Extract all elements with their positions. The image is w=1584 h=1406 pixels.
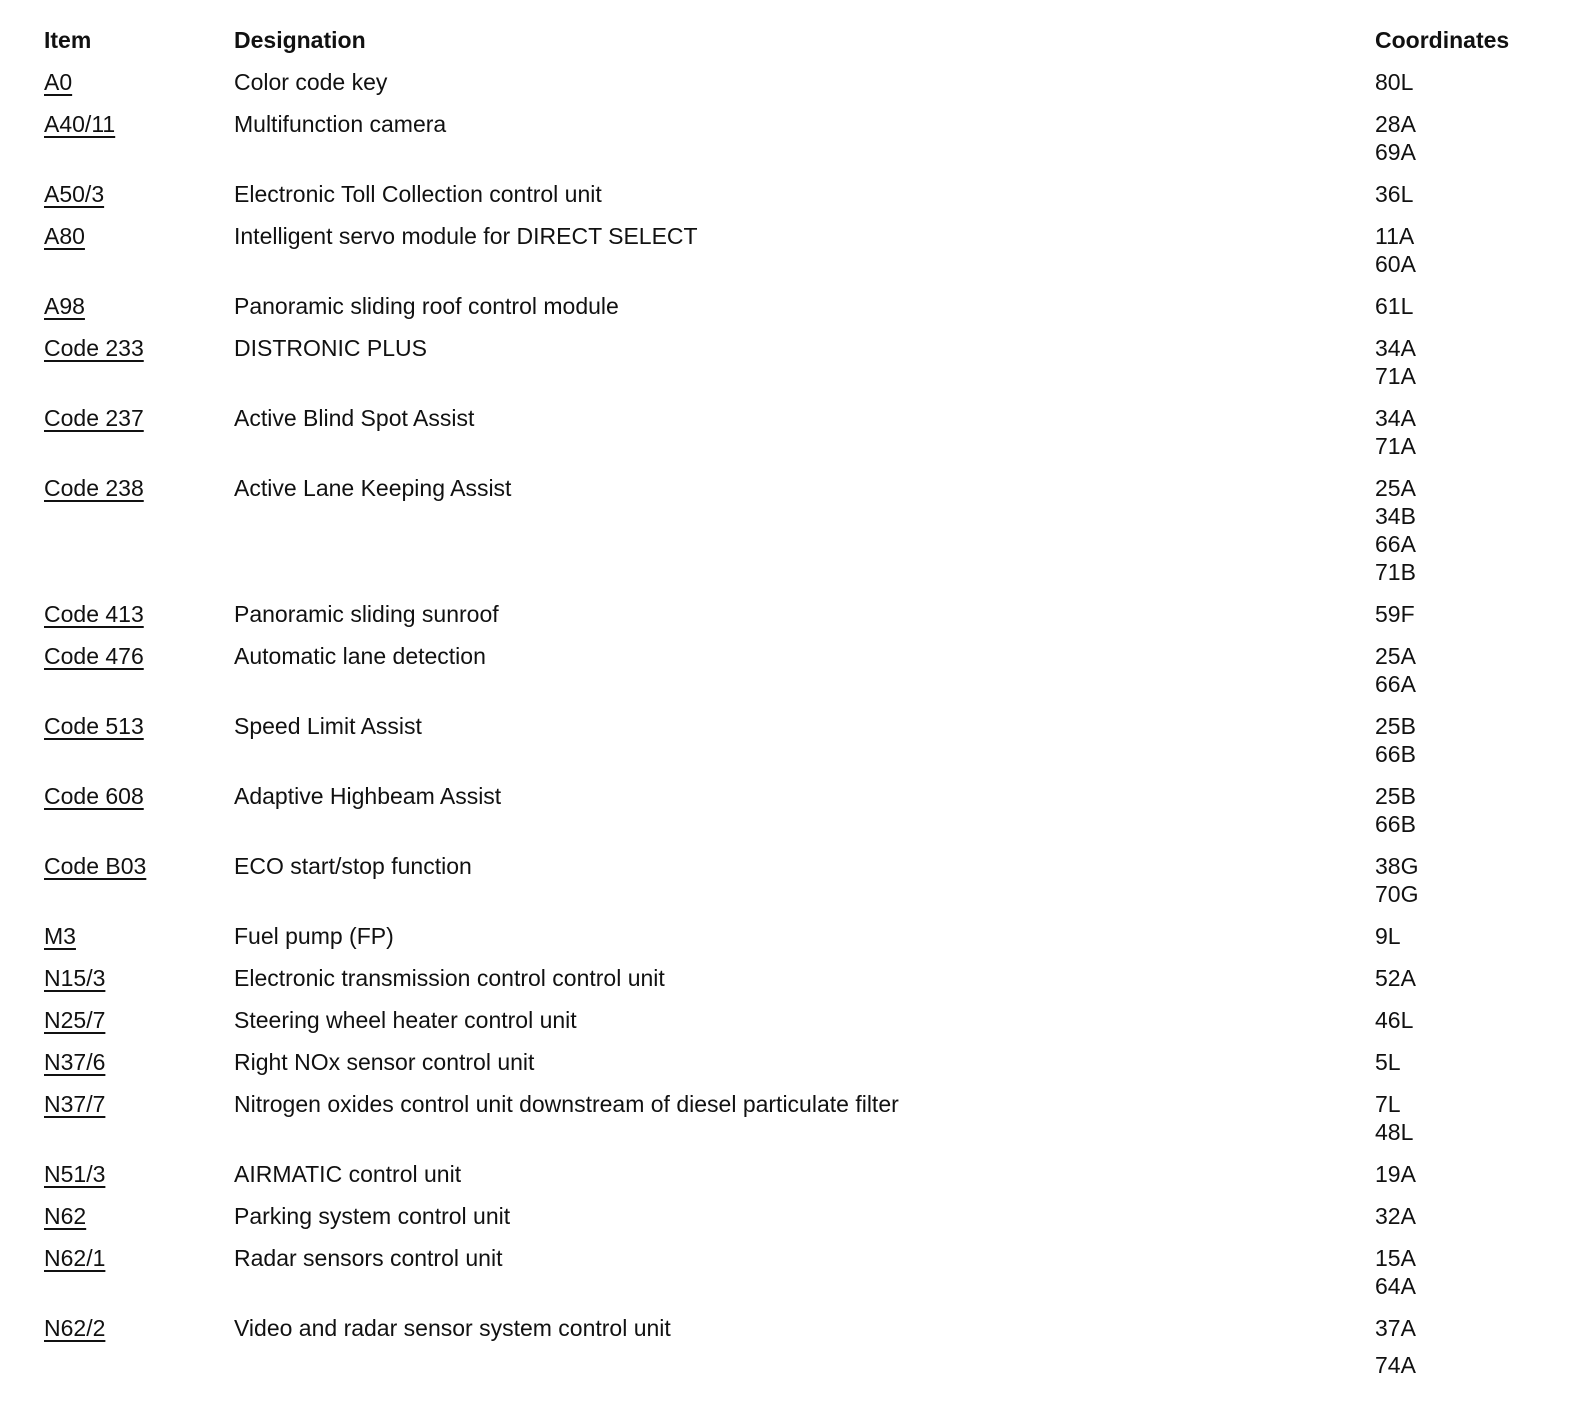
item-link[interactable]: A80 (44, 223, 85, 249)
designation-text: Active Blind Spot Assist (234, 405, 475, 431)
table-row (0, 642, 1584, 712)
table-row (0, 474, 1584, 600)
coordinate-value: 38G (1375, 853, 1419, 879)
table-row (0, 292, 1584, 334)
table-row (0, 1160, 1584, 1202)
table-row (0, 334, 1584, 404)
item-link[interactable]: Code 608 (44, 783, 144, 809)
coordinates-cell (1375, 1006, 1413, 1034)
table-row (0, 922, 1584, 964)
designation-text: Speed Limit Assist (234, 713, 422, 739)
coordinate-value: 25A (1375, 475, 1416, 501)
designation-text: Electronic transmission control control unit (234, 965, 665, 991)
designation-text: Panoramic sliding roof control module (234, 293, 619, 319)
coordinate-value: 34A (1375, 335, 1416, 361)
coordinates-cell (1375, 1048, 1401, 1076)
designation-text: Active Lane Keeping Assist (234, 475, 512, 501)
coordinate-value: 11A (1375, 223, 1415, 249)
designation-text: Color code key (234, 69, 388, 95)
table-row (0, 1006, 1584, 1048)
coordinate-value: 25B (1375, 713, 1416, 739)
coordinate-value: 5L (1375, 1049, 1401, 1075)
designation-text: Steering wheel heater control unit (234, 1007, 577, 1033)
item-link[interactable]: Code 413 (44, 601, 144, 627)
table-row (0, 180, 1584, 222)
coordinate-value: 25A (1375, 643, 1416, 669)
item-link[interactable]: N37/6 (44, 1049, 106, 1075)
designation-text: Video and radar sensor system control unit (234, 1315, 671, 1341)
header-item: Item (44, 27, 92, 53)
item-link[interactable]: N25/7 (44, 1007, 106, 1033)
coordinates-cell (1375, 852, 1418, 908)
coordinates-cell (1375, 68, 1413, 96)
designation-text: ECO start/stop function (234, 853, 472, 879)
table-row (0, 404, 1584, 474)
item-link[interactable]: Code B03 (44, 853, 147, 879)
item-link[interactable]: A98 (44, 293, 85, 319)
coordinate-value: 69A (1375, 139, 1416, 165)
component-list (0, 68, 1584, 1384)
designation-text: Radar sensors control unit (234, 1245, 503, 1271)
coordinate-value: 34B (1375, 503, 1416, 529)
table-row (0, 1090, 1584, 1160)
coordinates-cell (1375, 922, 1401, 950)
coordinate-value: 66A (1375, 671, 1416, 697)
coordinates-cell (1375, 782, 1416, 838)
table-row (0, 964, 1584, 1006)
item-link[interactable]: A50/3 (44, 181, 105, 207)
table-row (0, 852, 1584, 922)
coordinates-cell (1375, 334, 1416, 390)
coordinates-cell (1375, 642, 1416, 698)
designation-text: Intelligent servo module for DIRECT SELECT (234, 223, 698, 249)
header-designation: Designation (234, 27, 366, 53)
table-row (0, 712, 1584, 782)
table-row (0, 1048, 1584, 1090)
coordinates-cell (1375, 964, 1416, 992)
coordinates-cell (1375, 404, 1416, 460)
item-link[interactable]: N62 (44, 1203, 87, 1229)
coordinate-value: 71B (1375, 559, 1416, 585)
item-link[interactable]: N37/7 (44, 1091, 106, 1117)
coordinate-value: 46L (1375, 1007, 1414, 1033)
designation-text: AIRMATIC control unit (234, 1161, 462, 1187)
designation-text: Right NOx sensor control unit (234, 1049, 535, 1075)
coordinate-value: 71A (1375, 363, 1416, 389)
item-link[interactable]: Code 513 (44, 713, 144, 739)
coordinate-value: 66B (1375, 811, 1416, 837)
item-link[interactable]: Code 238 (44, 475, 144, 501)
coordinate-value: 52A (1375, 965, 1416, 991)
coordinates-cell (1375, 222, 1416, 278)
table-row (0, 1314, 1584, 1384)
coordinates-cell (1375, 1090, 1413, 1146)
designation-text: Multifunction camera (234, 111, 447, 137)
table-row (0, 68, 1584, 110)
item-link[interactable]: M3 (44, 923, 76, 949)
coordinate-value: 71A (1375, 433, 1416, 459)
designation-text: Fuel pump (FP) (234, 923, 394, 949)
coordinate-value: 74A (1375, 1352, 1416, 1378)
table-row (0, 600, 1584, 642)
coordinate-value: 60A (1375, 251, 1416, 277)
item-link[interactable]: A0 (44, 69, 73, 95)
item-link[interactable]: N15/3 (44, 965, 106, 991)
coordinate-value: 70G (1375, 881, 1419, 907)
designation-text: Adaptive Highbeam Assist (234, 783, 502, 809)
table-row (0, 1202, 1584, 1244)
item-link[interactable]: Code 233 (44, 335, 144, 361)
coordinates-cell (1375, 1160, 1416, 1188)
item-link[interactable]: N62/1 (44, 1245, 106, 1271)
coordinate-value: 48L (1375, 1119, 1414, 1145)
coordinates-cell (1375, 1202, 1416, 1230)
coordinates-cell (1375, 1314, 1416, 1379)
coordinate-value: 9L (1375, 923, 1401, 949)
coordinate-value: 7L (1375, 1091, 1401, 1117)
coordinate-value: 59F (1375, 601, 1415, 627)
table-row (0, 782, 1584, 852)
coordinate-value: 61L (1375, 293, 1414, 319)
coordinates-cell (1375, 600, 1415, 628)
designation-text: Panoramic sliding sunroof (234, 601, 499, 627)
designation-text: Nitrogen oxides control unit downstream of diesel particulate filter (234, 1091, 899, 1117)
coordinate-value: 32A (1375, 1203, 1416, 1229)
coordinates-cell (1375, 110, 1416, 166)
coordinates-cell (1375, 1244, 1416, 1300)
coordinates-cell (1375, 474, 1416, 586)
coordinate-value: 19A (1375, 1161, 1416, 1187)
item-link[interactable]: Code 476 (44, 643, 144, 669)
coordinate-value: 15A (1375, 1245, 1416, 1271)
coordinates-cell (1375, 292, 1413, 320)
coordinate-value: 36L (1375, 181, 1414, 207)
coordinate-value: 25B (1375, 783, 1416, 809)
item-link[interactable]: N62/2 (44, 1315, 106, 1341)
header-coordinates: Coordinates (1375, 27, 1510, 53)
designation-text: DISTRONIC PLUS (234, 335, 427, 361)
coordinate-value: 64A (1375, 1273, 1416, 1299)
coordinate-value: 66A (1375, 531, 1416, 557)
coordinates-cell (1375, 180, 1413, 208)
designation-text: Parking system control unit (234, 1203, 511, 1229)
table-row (0, 110, 1584, 180)
table-row (0, 1244, 1584, 1314)
table-row (0, 222, 1584, 292)
coordinate-value: 34A (1375, 405, 1416, 431)
item-link[interactable]: A40/11 (44, 111, 116, 137)
coordinate-value: 80L (1375, 69, 1414, 95)
coordinate-value: 37A (1375, 1315, 1416, 1341)
coordinate-value: 28A (1375, 111, 1416, 137)
coordinate-value: 66B (1375, 741, 1416, 767)
item-link[interactable]: N51/3 (44, 1161, 106, 1187)
designation-text: Electronic Toll Collection control unit (234, 181, 602, 207)
item-link[interactable]: Code 237 (44, 405, 144, 431)
designation-text: Automatic lane detection (234, 643, 486, 669)
coordinates-cell (1375, 712, 1416, 768)
